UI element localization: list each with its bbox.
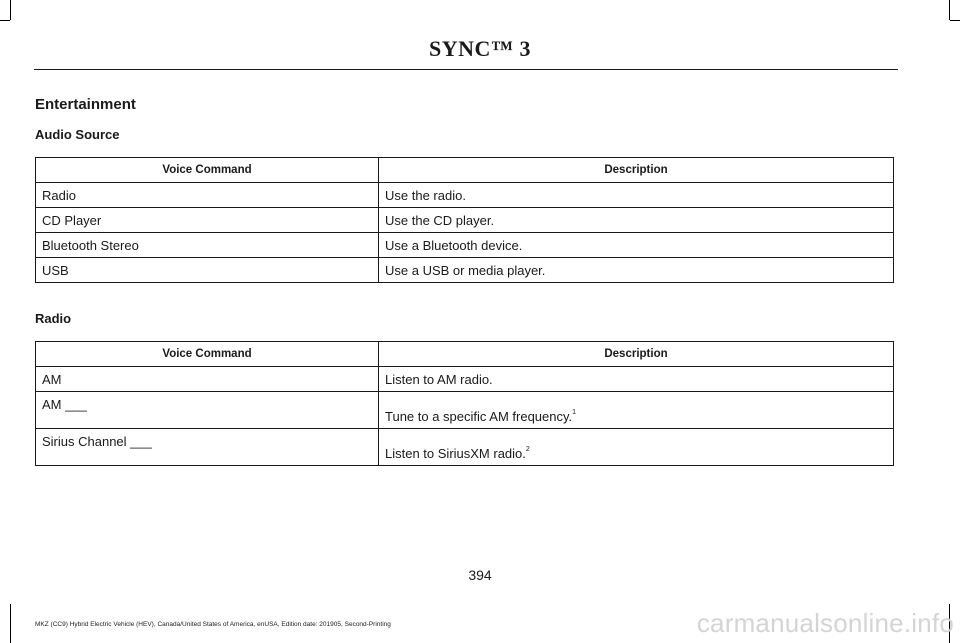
voice-command-cell: USB	[36, 258, 379, 283]
table-row	[36, 392, 894, 429]
column-header-description: Description	[379, 342, 894, 367]
description-cell	[379, 392, 894, 429]
page-number: 394	[468, 567, 492, 583]
table-header-row	[36, 342, 894, 367]
description-cell: Use a Bluetooth device.	[379, 233, 894, 258]
crop-mark-top-left-v	[10, 0, 11, 20]
crop-mark-top-left-h	[0, 20, 10, 21]
footer-edition-info: MKZ (CC9) Hybrid Electric Vehicle (HEV), Canada/United States of America, enUSA, Edition date: 201905, Second-Printing	[35, 621, 391, 628]
radio-table	[35, 341, 894, 466]
voice-command-cell: Bluetooth Stereo	[36, 233, 379, 258]
description-cell: Use the radio.	[379, 183, 894, 208]
description-cell	[379, 429, 894, 466]
description-text: Listen to SiriusXM radio.	[385, 446, 526, 461]
description-cell: Use the CD player.	[379, 208, 894, 233]
watermark: carmanualsonline.info	[696, 608, 954, 638]
description-text: Tune to a specific AM frequency.	[385, 409, 573, 424]
voice-command-cell: Radio	[36, 183, 379, 208]
page-header-title: SYNC™ 3	[429, 36, 531, 61]
description-cell: Listen to AM radio.	[379, 367, 894, 392]
table-row	[36, 208, 894, 233]
table-row	[36, 367, 894, 392]
footnote-marker: 2	[525, 445, 530, 453]
table-header-row	[36, 158, 894, 183]
voice-command-cell: AM ___	[36, 392, 379, 429]
section-title: Entertainment	[35, 96, 136, 113]
column-header-voice-command: Voice Command	[36, 342, 379, 367]
crop-mark-bottom-left-v	[10, 604, 11, 643]
table-row	[36, 183, 894, 208]
voice-command-cell: CD Player	[36, 208, 379, 233]
crop-mark-top-right-v	[949, 0, 950, 20]
crop-mark-top-right-h	[950, 20, 960, 21]
header-divider	[34, 69, 898, 70]
footnote-marker: 1	[572, 408, 577, 416]
voice-command-cell: AM	[36, 367, 379, 392]
table-row	[36, 429, 894, 466]
description-cell: Use a USB or media player.	[379, 258, 894, 283]
column-header-description: Description	[379, 158, 894, 183]
voice-command-cell: Sirius Channel ___	[36, 429, 379, 466]
column-header-voice-command: Voice Command	[36, 158, 379, 183]
table-row	[36, 258, 894, 283]
audio-source-title: Audio Source	[35, 127, 120, 142]
audio-source-table	[35, 157, 894, 283]
table-row	[36, 233, 894, 258]
radio-title: Radio	[35, 311, 72, 326]
